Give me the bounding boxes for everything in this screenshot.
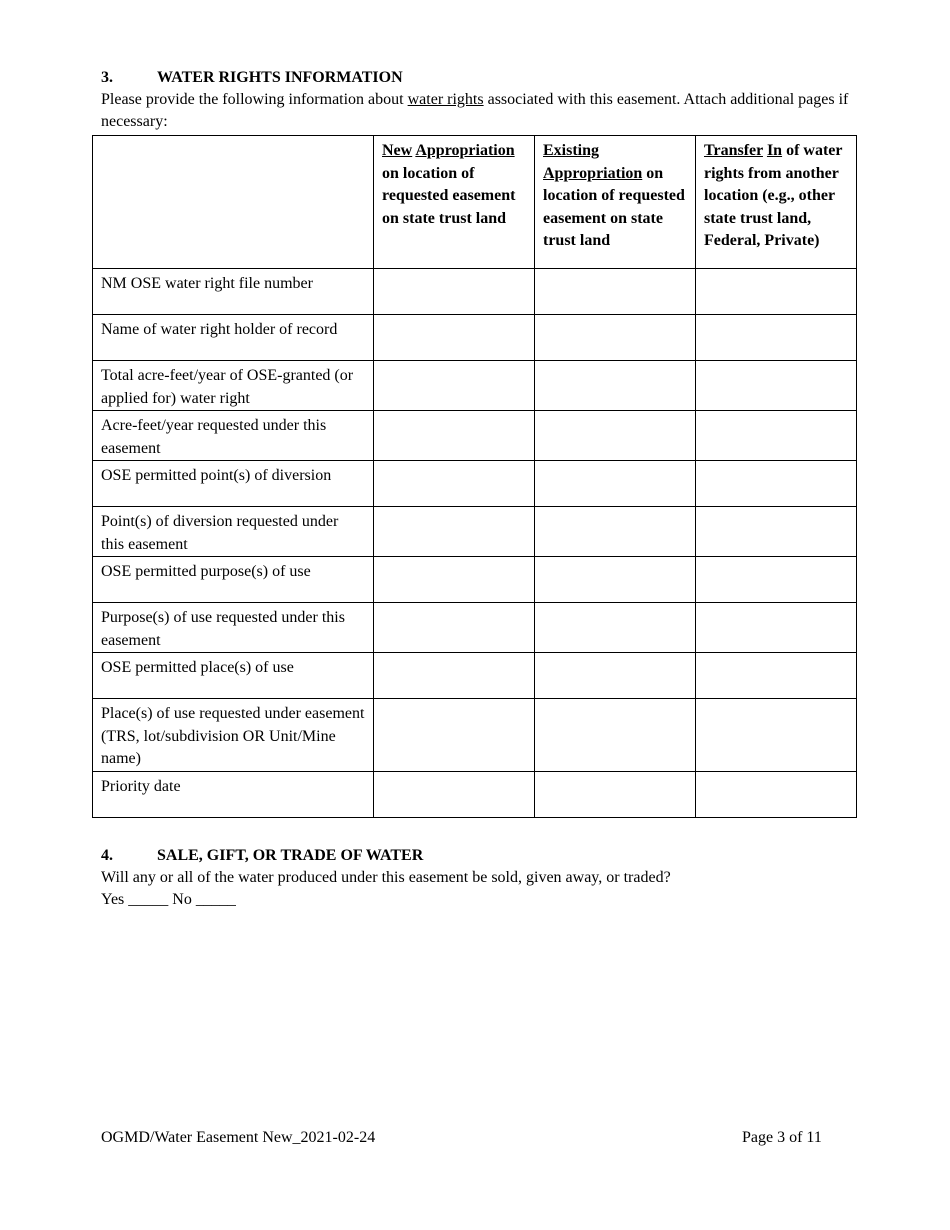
transfer-in-cell[interactable] bbox=[696, 315, 857, 361]
table-row bbox=[93, 603, 857, 653]
transfer-in-cell[interactable] bbox=[696, 699, 857, 772]
transfer-in-cell[interactable] bbox=[696, 461, 857, 507]
row-label: Point(s) of diversion requested under this easement bbox=[93, 507, 374, 557]
existing-appropriation-cell[interactable] bbox=[535, 699, 696, 772]
table-row bbox=[93, 315, 857, 361]
existing-appropriation-cell[interactable] bbox=[535, 361, 696, 411]
header-new-appropriation: New Appropriation on location of requested easement on state trust land bbox=[374, 136, 535, 269]
row-label: Name of water right holder of record bbox=[93, 315, 374, 361]
section-4-number: 4. bbox=[101, 847, 113, 864]
yes-no-answer-line[interactable]: Yes _____ No _____ bbox=[101, 891, 236, 908]
table-row bbox=[93, 361, 857, 411]
row-label: Place(s) of use requested under easement (TRS, lot/subdivision OR Unit/Mine name) bbox=[93, 699, 374, 772]
water-rights-term: water rights bbox=[407, 91, 484, 108]
row-label: Total acre-feet/year of OSE-granted (or applied for) water right bbox=[93, 361, 374, 411]
section-3-intro bbox=[101, 89, 861, 133]
transfer-in-cell[interactable] bbox=[696, 507, 857, 557]
new-appropriation-cell[interactable] bbox=[374, 361, 535, 411]
section-3-title: WATER RIGHTS INFORMATION bbox=[157, 69, 403, 86]
row-label: Acre-feet/year requested under this easement bbox=[93, 411, 374, 461]
transfer-in-cell[interactable] bbox=[696, 269, 857, 315]
section-3-heading bbox=[101, 68, 403, 88]
new-appropriation-cell[interactable] bbox=[374, 771, 535, 817]
intro-text-end: associated with this easement. Attach additional pages if necessary: bbox=[101, 91, 849, 130]
row-label: NM OSE water right file number bbox=[93, 269, 374, 315]
section-4-title: SALE, GIFT, OR TRADE OF WATER bbox=[157, 847, 424, 864]
new-appropriation-cell[interactable] bbox=[374, 699, 535, 772]
row-label: OSE permitted purpose(s) of use bbox=[93, 557, 374, 603]
section-4-question: Will any or all of the water produced under this easement be sold, given away, or traded? bbox=[101, 869, 671, 886]
table-row bbox=[93, 461, 857, 507]
existing-appropriation-cell[interactable] bbox=[535, 269, 696, 315]
section-3-number: 3. bbox=[101, 69, 113, 86]
existing-appropriation-cell[interactable] bbox=[535, 461, 696, 507]
existing-appropriation-cell[interactable] bbox=[535, 603, 696, 653]
transfer-in-cell[interactable] bbox=[696, 603, 857, 653]
new-appropriation-cell[interactable] bbox=[374, 461, 535, 507]
water-rights-table bbox=[92, 135, 857, 818]
existing-appropriation-cell[interactable] bbox=[535, 771, 696, 817]
transfer-in-cell[interactable] bbox=[696, 411, 857, 461]
table-row bbox=[93, 507, 857, 557]
existing-appropriation-cell[interactable] bbox=[535, 653, 696, 699]
existing-appropriation-cell[interactable] bbox=[535, 411, 696, 461]
existing-appropriation-cell[interactable] bbox=[535, 557, 696, 603]
new-appropriation-cell[interactable] bbox=[374, 507, 535, 557]
footer-page-number: Page 3 of 11 bbox=[742, 1129, 822, 1146]
new-appropriation-cell[interactable] bbox=[374, 557, 535, 603]
section-4-heading bbox=[101, 846, 423, 866]
table-row bbox=[93, 269, 857, 315]
new-appropriation-cell[interactable] bbox=[374, 269, 535, 315]
header-existing-appropriation: Existing Appropriation on location of requested easement on state trust land bbox=[535, 136, 696, 269]
new-appropriation-cell[interactable] bbox=[374, 315, 535, 361]
row-label: Priority date bbox=[93, 771, 374, 817]
table-row bbox=[93, 557, 857, 603]
footer-document-id: OGMD/Water Easement New_2021-02-24 bbox=[101, 1129, 376, 1146]
transfer-in-cell[interactable] bbox=[696, 771, 857, 817]
existing-appropriation-cell[interactable] bbox=[535, 315, 696, 361]
table-row bbox=[93, 699, 857, 772]
new-appropriation-cell[interactable] bbox=[374, 653, 535, 699]
existing-appropriation-cell[interactable] bbox=[535, 507, 696, 557]
row-label: OSE permitted place(s) of use bbox=[93, 653, 374, 699]
header-transfer-in: Transfer In of water rights from another location (e.g., other state trust land, Federal, Private) bbox=[696, 136, 857, 269]
transfer-in-cell[interactable] bbox=[696, 361, 857, 411]
intro-text-start: Please provide the following information about bbox=[101, 91, 408, 108]
table-row bbox=[93, 411, 857, 461]
table-header-row bbox=[93, 136, 857, 269]
header-blank bbox=[93, 136, 374, 269]
table-row bbox=[93, 771, 857, 817]
table-row bbox=[93, 653, 857, 699]
row-label: Purpose(s) of use requested under this easement bbox=[93, 603, 374, 653]
new-appropriation-cell[interactable] bbox=[374, 603, 535, 653]
row-label: OSE permitted point(s) of diversion bbox=[93, 461, 374, 507]
transfer-in-cell[interactable] bbox=[696, 653, 857, 699]
transfer-in-cell[interactable] bbox=[696, 557, 857, 603]
new-appropriation-cell[interactable] bbox=[374, 411, 535, 461]
